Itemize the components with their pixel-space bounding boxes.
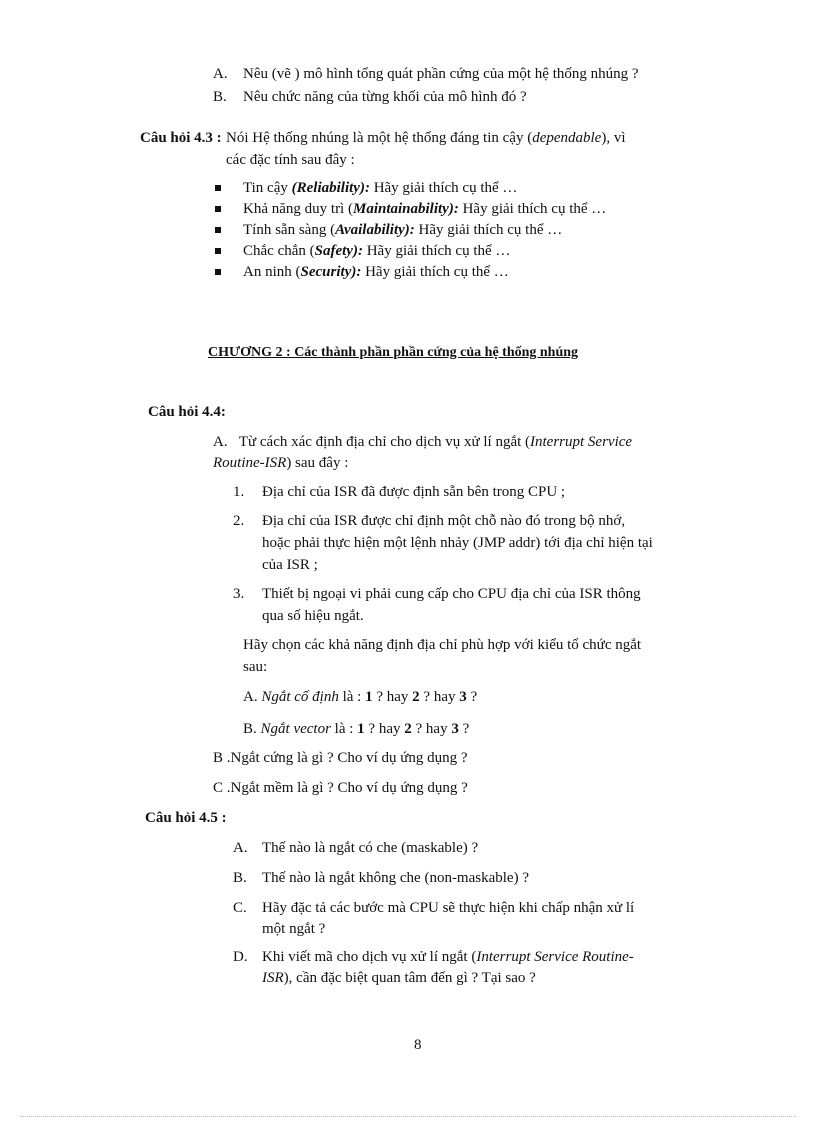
- question-label: Câu hỏi 4.3 :: [140, 130, 222, 146]
- item-text: Khi viết mã cho dịch vụ xử lí ngắt (Interrupt Service Routine-: [262, 949, 634, 965]
- item-marker: B.: [233, 870, 247, 886]
- item-text: Thế nào là ngắt không che (non-maskable) ?: [262, 870, 529, 886]
- numbered-text: Địa chỉ của ISR đã được định sẵn bên trong CPU ;: [262, 484, 566, 500]
- page-bottom-divider: [20, 1116, 796, 1117]
- bullet-square-icon: [215, 185, 221, 191]
- item-marker: B.: [213, 89, 227, 105]
- choose-text: sau:: [243, 659, 268, 675]
- choose-text: Hãy chọn các khả năng định địa chỉ phù hợp với kiểu tổ chức ngắt: [243, 637, 642, 653]
- item-text: Thế nào là ngắt có che (maskable) ?: [262, 840, 479, 856]
- item-text: một ngắt ?: [262, 921, 326, 937]
- numbered-text: Thiết bị ngoại vi phải cung cấp cho CPU địa chỉ của ISR thông: [262, 586, 641, 602]
- item-c-line: C .Ngắt mềm là gì ? Cho ví dụ ứng dụng ?: [213, 780, 468, 796]
- bullet-item: Tính sẵn sàng (Availability): Hãy giải thích cụ thể …: [243, 222, 563, 238]
- numbered-text: Địa chỉ của ISR được chỉ định một chỗ nào đó trong bộ nhớ,: [262, 513, 626, 529]
- sub-option-b: B. Ngắt vector là : 1 ? hay 2 ? hay 3 ?: [243, 721, 470, 737]
- question-text-cont: các đặc tính sau đây :: [226, 152, 355, 168]
- item-marker: A.: [213, 66, 228, 82]
- numbered-marker: 1.: [233, 484, 245, 500]
- intro-line-cont: Routine-ISR) sau đây :: [213, 455, 349, 471]
- page-number: 8: [414, 1037, 422, 1053]
- bullet-square-icon: [215, 248, 221, 254]
- item-text: Nêu chức năng của từng khối của mô hình đó ?: [243, 89, 527, 105]
- item-marker: C.: [233, 900, 247, 916]
- bullet-item: Chắc chắn (Safety): Hãy giải thích cụ thể …: [243, 243, 511, 259]
- chapter-heading: CHƯƠNG 2 : Các thành phần phần cứng của hệ thống nhúng: [208, 345, 579, 360]
- numbered-text: của ISR ;: [262, 557, 318, 573]
- numbered-text: qua số hiệu ngắt.: [262, 608, 364, 624]
- question-text: Nói Hệ thống nhúng là một hệ thống đáng tin cậy (dependable), vì: [226, 130, 626, 146]
- item-text: Hãy đặc tả các bước mà CPU sẽ thực hiện khi chấp nhận xử lí: [262, 900, 635, 916]
- numbered-text: hoặc phải thực hiện một lệnh nhảy (JMP addr) tới địa chỉ hiện tại: [262, 535, 653, 551]
- bullet-square-icon: [215, 227, 221, 233]
- intro-line: A. Từ cách xác định địa chỉ cho dịch vụ xử lí ngắt (Interrupt Service: [213, 434, 633, 450]
- item-text: Nêu (vẽ ) mô hình tổng quát phần cứng của một hệ thống nhúng ?: [243, 66, 639, 82]
- item-marker: D.: [233, 949, 248, 965]
- item-b-line: B .Ngắt cứng là gì ? Cho ví dụ ứng dụng ?: [213, 750, 468, 766]
- item-text: ISR), cần đặc biệt quan tâm đến gì ? Tại sao ?: [262, 970, 536, 986]
- bullet-square-icon: [215, 206, 221, 212]
- bullet-item: Khả năng duy trì (Maintainability): Hãy giải thích cụ thể …: [243, 201, 607, 217]
- bullet-item: Tin cậy (Reliability): Hãy giải thích cụ thể …: [243, 180, 518, 196]
- question-label: Câu hỏi 4.4:: [148, 404, 226, 420]
- question-label: Câu hỏi 4.5 :: [145, 810, 227, 826]
- numbered-marker: 2.: [233, 513, 245, 529]
- bullet-square-icon: [215, 269, 221, 275]
- numbered-marker: 3.: [233, 586, 245, 602]
- sub-option-a: A. Ngắt cố định là : 1 ? hay 2 ? hay 3 ?: [243, 689, 478, 705]
- item-marker: A.: [233, 840, 248, 856]
- bullet-item: An ninh (Security): Hãy giải thích cụ thể …: [243, 264, 509, 280]
